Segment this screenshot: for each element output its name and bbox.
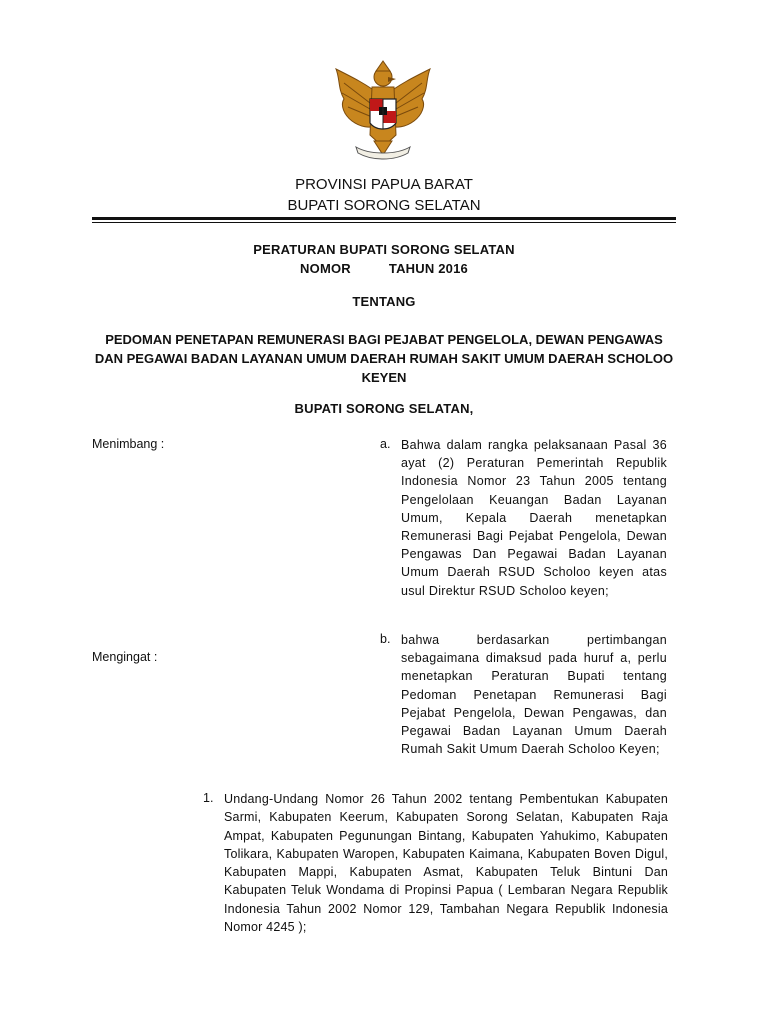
province-heading: PROVINSI PAPUA BARAT bbox=[295, 176, 473, 193]
menimbang-item-text: bahwa berdasarkan pertimbangan sebagaimana dimaksud pada huruf a, perlu menetapkan Peraturan Bupati tentang Pedoman Penetapan Remunerasi Bagi Pejabat Pengelola, Dewan Pengawas, dan Pegawai Badan Layanan Umum Daerah Rumah Sakit Umum Daerah Scholoo Keyen; bbox=[401, 633, 667, 757]
mengingat-item-marker: 1. bbox=[203, 791, 214, 805]
menimbang-label: Menimbang : bbox=[92, 437, 165, 451]
letterhead-rule-thick bbox=[92, 217, 676, 220]
letterhead-rule-thin bbox=[92, 222, 676, 223]
tentang-heading: TENTANG bbox=[352, 294, 416, 309]
office-heading: BUPATI SORONG SELATAN bbox=[287, 197, 481, 214]
regulation-number-line bbox=[0, 261, 768, 276]
mengingat-label: Mengingat : bbox=[92, 650, 158, 664]
garuda-emblem-icon bbox=[330, 55, 436, 163]
regulation-title: PERATURAN BUPATI SORONG SELATAN bbox=[253, 242, 515, 257]
nomor-label: NOMOR bbox=[300, 261, 351, 276]
issuer-heading: BUPATI SORONG SELATAN, bbox=[294, 401, 474, 416]
menimbang-item-marker: a. bbox=[380, 437, 391, 451]
tahun-label: TAHUN 2016 bbox=[388, 261, 468, 276]
menimbang-item-marker: b. bbox=[380, 632, 391, 646]
menimbang-item-text: Bahwa dalam rangka pelaksanaan Pasal 36 ayat (2) Peraturan Pemerintah Republik Indonesia Nomor 23 Tahun 2005 tentang Pengelolaan Keuangan Badan Layanan Umum, Kepala Daerah menetapkan Remunerasi Bagi Pejabat Pengelola, Dewan Pengawas Dan Pegawai Badan Layanan Umum Daerah RSUD Scholoo keyen atas usul Direktur RSUD Scholoo keyen; bbox=[401, 438, 667, 598]
regulation-subject: PEDOMAN PENETAPAN REMUNERASI BAGI PEJABAT PENGELOLA, DEWAN PENGAWAS DAN PEGAWAI BADAN LAYANAN UMUM DAERAH RUMAH SAKIT UMUM DAERAH SCHOLOO KEYEN bbox=[94, 332, 674, 385]
mengingat-item-text: Undang-Undang Nomor 26 Tahun 2002 tentang Pembentukan Kabupaten Sarmi, Kabupaten Keerum, Kabupaten Sorong Selatan, Kabupaten Raja Ampat, Kabupaten Pegunungan Bintang, Kabupaten Yahukimo, Kabupaten Tolikara, Kabupaten Waropen, Kabupaten Kaimana, Kabupaten Boven Digul, Kabupaten Mappi, Kabupaten Asmat, Kabupaten Teluk Bintuni Dan Kabupaten Teluk Wondama di Propinsi Papua ( Lembaran Negara Republik Indonesia Tahun 2002 Nomor 129, Tambahan Negara Republik Indonesia Nomor 4245 ); bbox=[224, 792, 668, 935]
